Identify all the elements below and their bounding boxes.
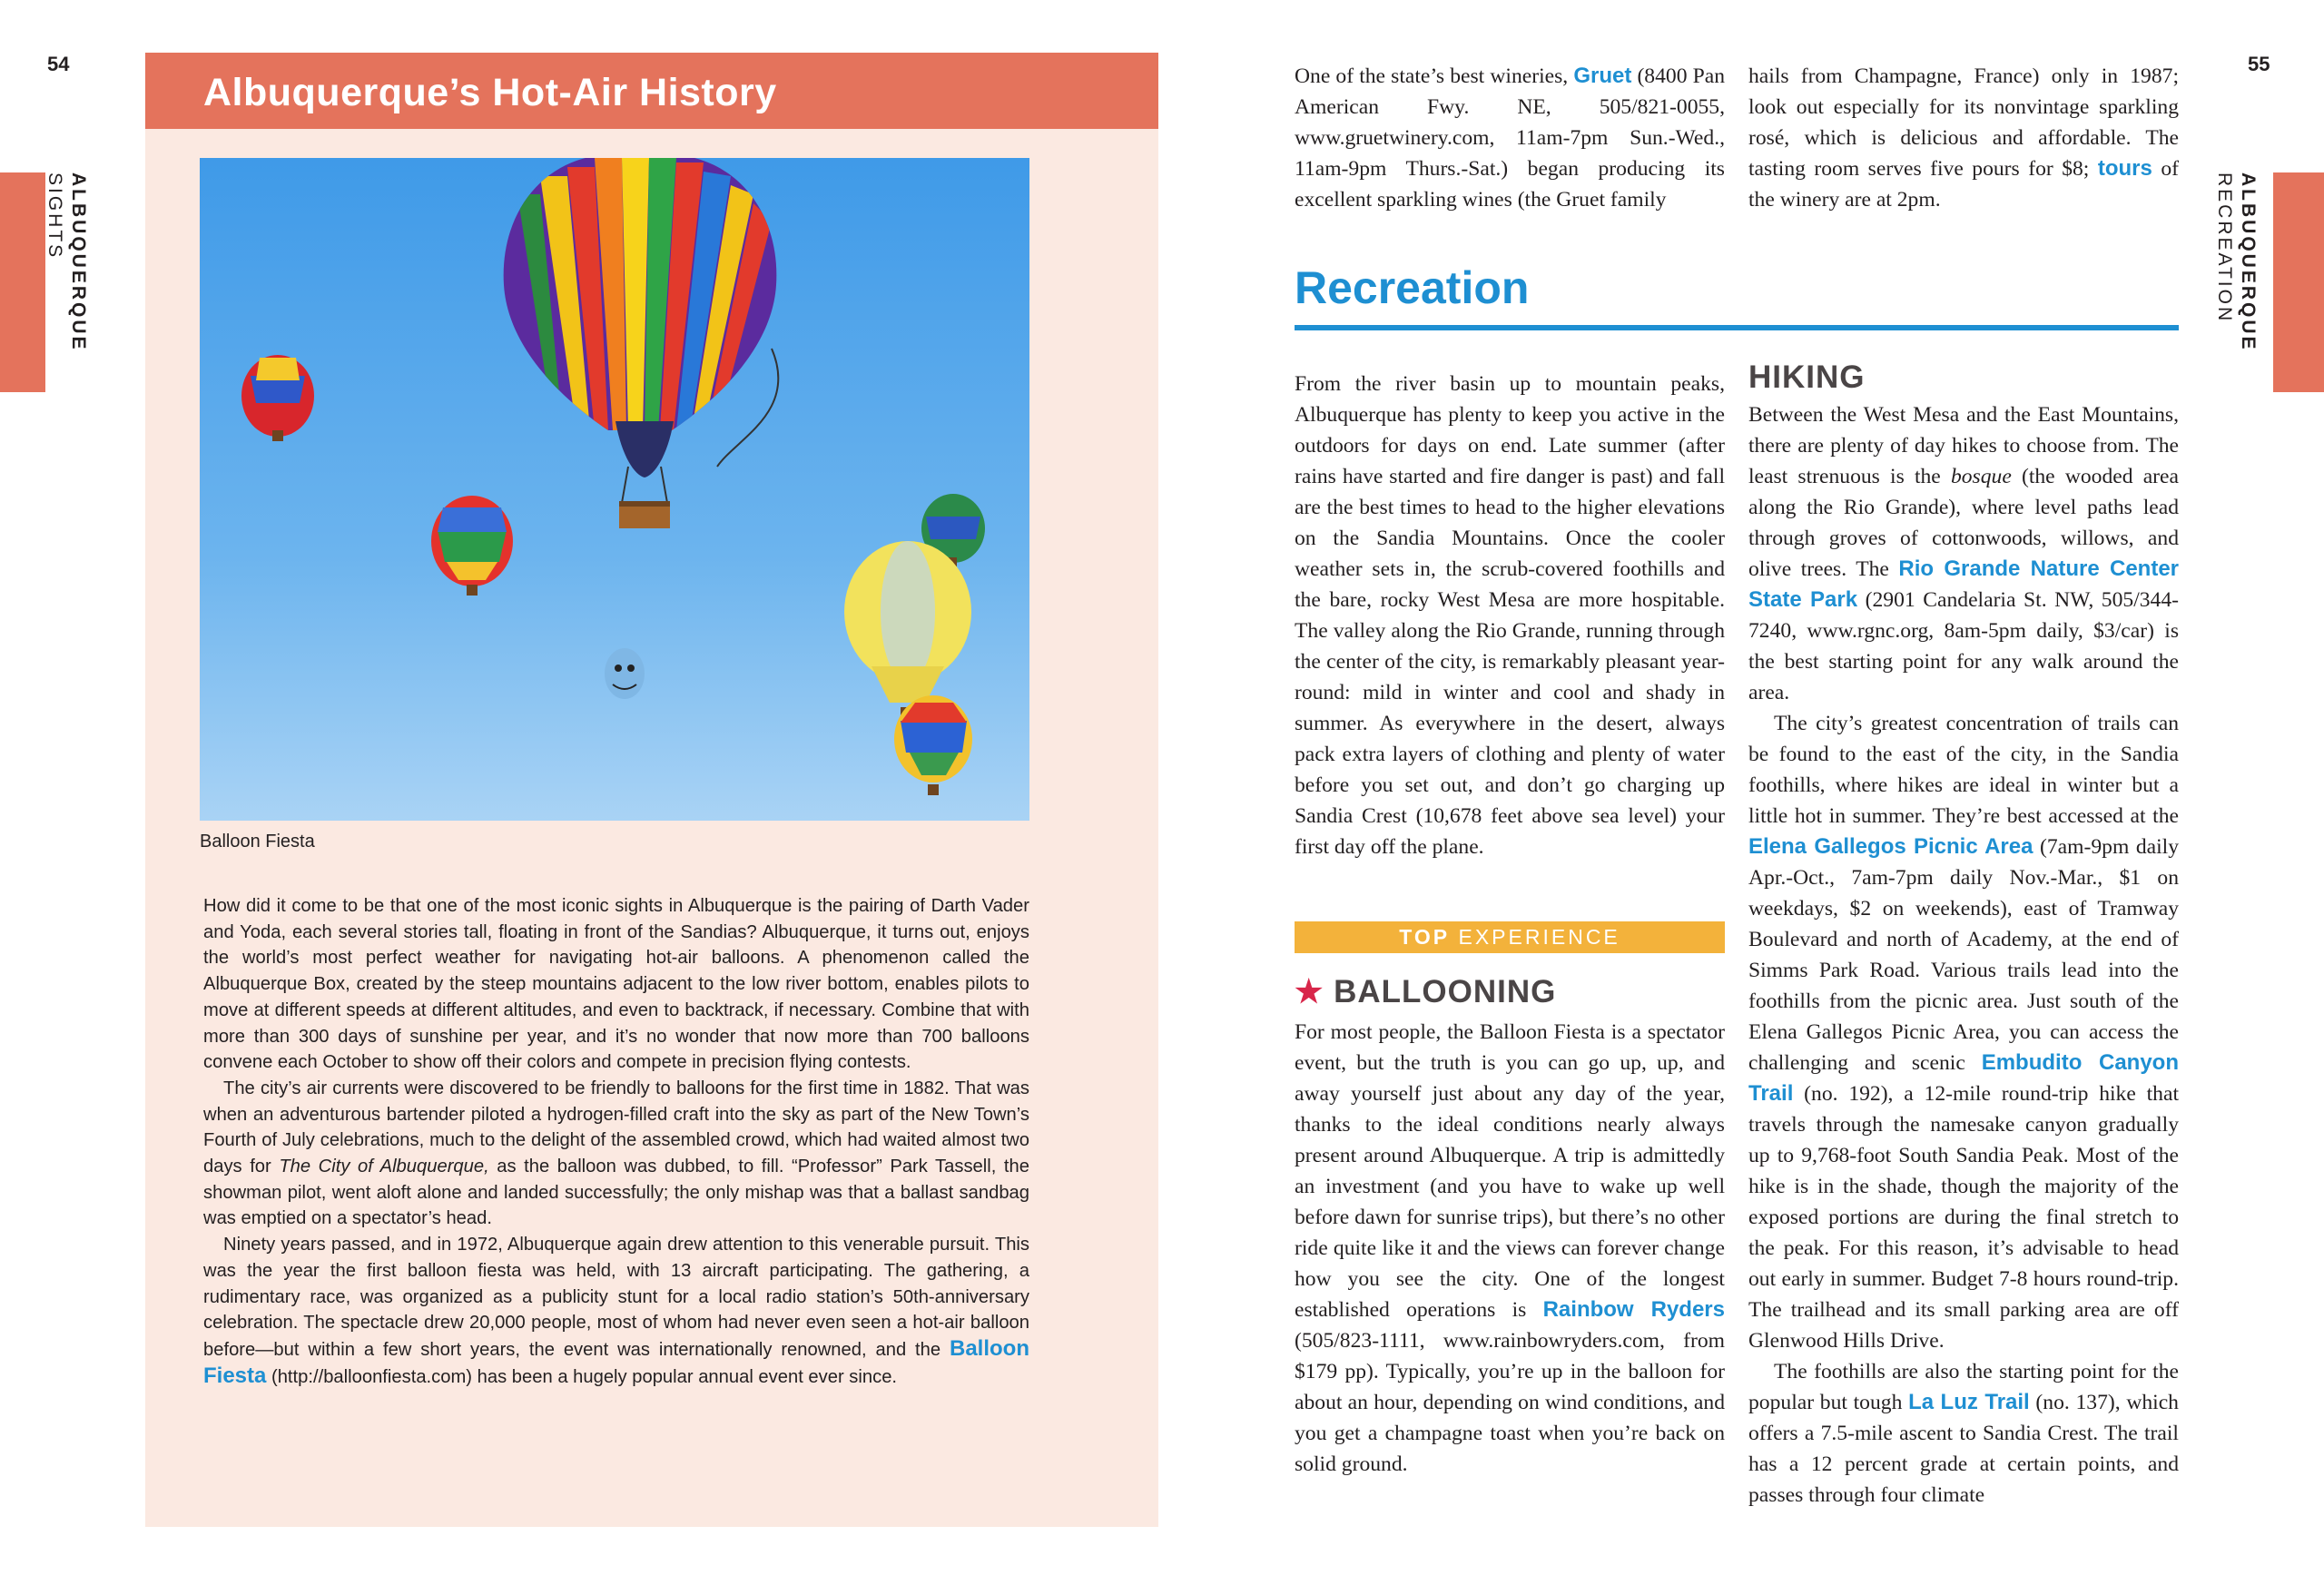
hiking-paragraph-3: The foothills are also the starting point for the popular but tough La Luz Trail (no. 137), which offers a 7.5-mile ascent to Sandia Crest. The trail has a 12 percent grade at certain points, and passes through four climate <box>1748 1360 2179 1507</box>
gruet-continuation: hails from Champagne, France) only in 1987; look out especially for its nonvintage sparkling rosé, which is delicious and affordable. The tasting room serves five pours for $8; tours of the winery are at 2pm. <box>1748 64 2179 212</box>
sidebar-body <box>203 893 1029 1390</box>
chapter-tab-right <box>2273 172 2324 392</box>
hiking-text <box>1748 399 2179 1511</box>
running-head-right <box>2215 172 2270 409</box>
running-head-right-section: RECREATION <box>2214 172 2235 324</box>
rainbow-ryders-link[interactable]: Rainbow Ryders <box>1542 1297 1725 1322</box>
photo-caption: Balloon Fiesta <box>200 832 315 852</box>
hiking-paragraph-2: The city’s greatest concentration of trails can be found to the east of the city, in the Sandia foothills, where hikes are ideal in winter but a little hot in summer. They’re best accessed at the Elena Gallegos Picnic Area (7am-9pm daily Apr.-Oct., 7am-7pm daily Nov.-Mar., $1 on weekdays, $2 on weekends), east of Tramway Boulevard and north of Academy, at the end of Simms Park Road. Various trails lead into the foothills from the picnic area. Just south of the Elena Gallegos Picnic Area, you can access the challenging and scenic Embudito Canyon Trail (no. 192), a 12-mile round-trip hike that travels through the namesake canyon gradually up to 9,768-foot South Sandia Peak. Most of the hike is in the shade, though the majority of the exposed portions are during the final stretch to the peak. For this reason, it’s advisable to head out early in summer. Budget 7-8 hours round-trip. The trailhead and its small parking area are off Glenwood Hills Drive. <box>1748 712 2180 1353</box>
page-number-right: 55 <box>2248 53 2270 75</box>
section-title-recreation: Recreation <box>1295 262 1530 313</box>
balloon-fiesta-photo <box>200 158 1029 821</box>
section-rule <box>1295 325 2179 330</box>
running-head-left <box>44 172 93 409</box>
sidebar-paragraph-2: The city’s air currents were discovered to be friendly to balloons for the first time in 1882. That was when an adventurous bartender piloted a hydrogen-filled craft into the sky as part of the New Town’s Fourth of July celebrations, much to the delight of the assembled crowd, which had waited almost two days for The City of Albuquerque, as the balloon was dubbed, to fill. “Professor” Park Tassell, the showman pilot, went aloft alone and landed successfully; the only mishap was that a ballast sandbag was emptied on a spectator’s head. <box>203 1078 1029 1229</box>
gruet-link[interactable]: Gruet <box>1573 64 1632 88</box>
rio-grande-nature-center-link[interactable]: Rio Grande Nature Center State Park <box>1748 556 2179 612</box>
embudito-canyon-link[interactable]: Embudito Canyon Trail <box>1748 1050 2179 1106</box>
novelty-balloon <box>605 648 645 699</box>
sidebar-paragraph-1: How did it come to be that one of the most iconic sights in Albuquerque is the pairing of Darth Vader and Yoda, each several stories tall, floating in front of the Sandias? Albuquerque, it turns out, enjoys the world’s most perfect weather for navigating hot-air balloons. A phenomenon called the Albuquerque Box, created by the steep mountains adjacent to the low river bottom, enables pilots to move at different speeds at different altitudes, and even to backtrack, if necessary. Combine that with more than 300 days of sunshine per year, and it’s no wonder that now more than 700 balloons convene each October to show off their colors and compete in precision flying contests. <box>203 896 1029 1073</box>
elena-gallegos-link[interactable]: Elena Gallegos Picnic Area <box>1748 834 2034 859</box>
hiking-heading: HIKING <box>1748 359 1866 395</box>
ballooning-heading: ★ BALLOONING <box>1295 974 1557 1009</box>
sidebar-paragraph-3: Ninety years passed, and in 1972, Albuquerque again drew attention to this venerable pursuit. This was the year the first balloon fiesta was held, with 13 aircraft participating. The gathering, a rudimentary race, was organized as a publicity stunt for a local radio station’s 50th-anniversary celebration. The spectacle drew 20,000 people, most of whom had never even seen a hot-air balloon before—but within a few short years, the event was internationally renowned, and the Balloon Fiesta (http://balloonfiesta.com) has been a hugely popular annual event ever since. <box>203 1235 1029 1388</box>
ballooning-paragraph: For most people, the Balloon Fiesta is a spectator event, but the truth is you can go up, up, and away yourself just about any day of the year, thanks to the ideal conditions nearly always present around Albuquerque. A trip is admittedly an investment (and you have to wake up well before dawn for sunrise trips), but there’s no other ride quite like it and the views can forever change how you see the city. One of the longest established operations is Rainbow Ryders (505/823-1111, www.rainbowryders.com, from $179 pp). Typically, you’re up in the balloon for about an hour, depending on wind conditions, and you get a champagne toast when you’re back on solid ground. <box>1295 1020 1725 1476</box>
top-experience-banner: TOP EXPERIENCE <box>1295 921 1725 953</box>
running-head-left-section: SIGHTS <box>44 172 65 261</box>
balloon-fiesta-link[interactable]: Balloon Fiesta <box>203 1335 1029 1388</box>
la-luz-trail-link[interactable]: La Luz Trail <box>1908 1390 2030 1414</box>
recreation-intro: From the river basin up to mountain peaks, Albuquerque has plenty to keep you active in the outdoors for days on end. Late summer (after rains have started and fire danger is past) and fall are the best times to head to the higher elevations on the Sandia Mountains. Once the cooler weather sets in, the scrub-covered foothills and the bare, rocky West Mesa are more hospitable. The valley along the Rio Grande, running through the center of the city, is remarkably pleasant year-round: mild in winter and cool and shady in summer. As everywhere in the desert, always pack extra layers of clothing and plenty of water before you set out, and don’t go charging up Sandia Crest (10,678 feet above sea level) your first day off the plane. <box>1295 372 1725 859</box>
tours-link[interactable]: tours <box>2097 156 2152 181</box>
sidebar-title: Albuquerque’s Hot-Air History <box>203 71 777 114</box>
running-head-right-chapter: ALBUQUERQUE <box>2238 172 2259 352</box>
gruet-paragraph: One of the state’s best wineries, Gruet (8400 Pan American Fwy. NE, 505/821-0055, www.gruetwinery.com, 11am-7pm Sun.-Wed., 11am-9pm Thurs.-Sat.) began producing its excellent sparkling wines (the Gruet family <box>1295 64 1726 212</box>
page-number-left: 54 <box>47 53 70 75</box>
running-head-left-chapter: ALBUQUERQUE <box>68 172 89 352</box>
hiking-paragraph-1: Between the West Mesa and the East Mountains, there are plenty of day hikes to choose from. The least strenuous is the bosque (the wooded area along the Rio Grande), where level paths lead through groves of cottonwoods, willows, and olive trees. The Rio Grande Nature Center State Park (2901 Candelaria St. NW, 505/344-7240, www.rgnc.org, 8am-5pm daily, $3/car) is the best starting point for any walk around the area. <box>1748 403 2179 704</box>
chapter-tab-left <box>0 172 45 392</box>
balloon-name-italic: The City of Albuquerque, <box>279 1157 489 1177</box>
star-icon: ★ <box>1295 974 1324 1009</box>
